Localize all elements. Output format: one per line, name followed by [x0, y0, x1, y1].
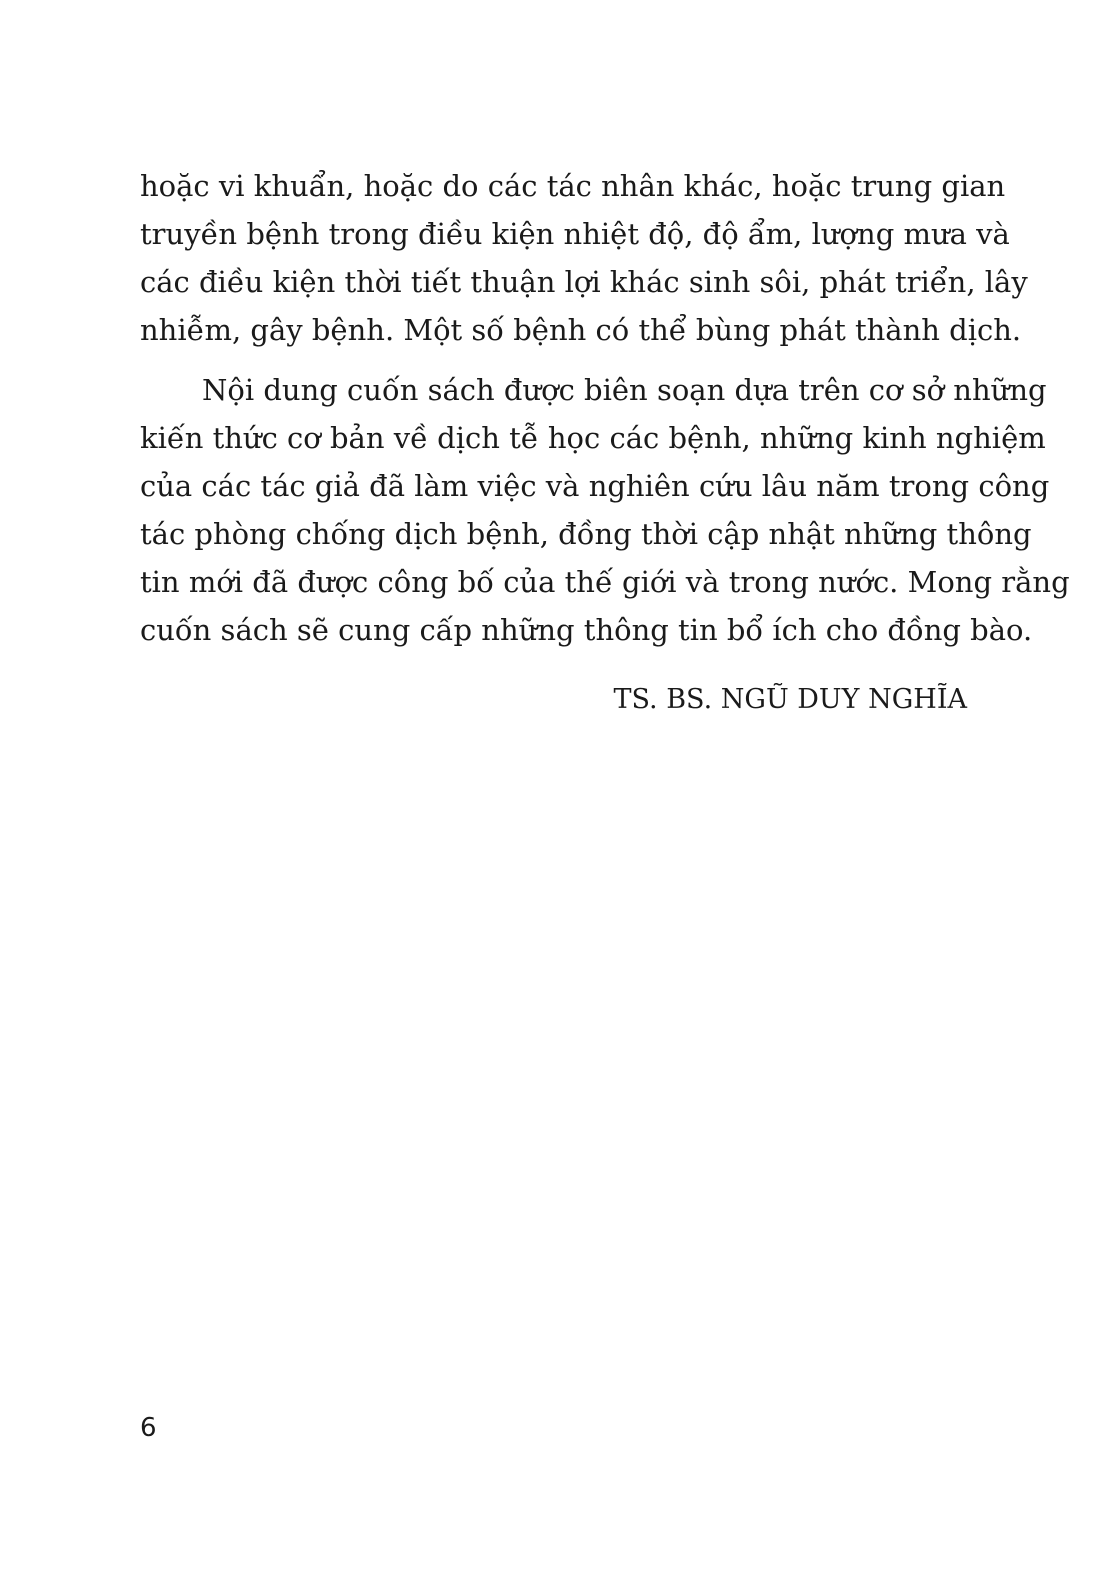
paragraph-line: truyền bệnh trong điều kiện nhiệt độ, độ ẩm, lượng mưa và: [140, 217, 1010, 251]
paragraph-1: [140, 162, 1028, 354]
author-signature: TS. BS. NGŨ DUY NGHĨA: [613, 684, 967, 715]
paragraph-line: các điều kiện thời tiết thuận lợi khác sinh sôi, phát triển, lây: [140, 265, 1028, 299]
paragraph-line: tác phòng chống dịch bệnh, đồng thời cập nhật những thông: [140, 517, 1032, 551]
paragraph-line: Nội dung cuốn sách được biên soạn dựa trên cơ sở những: [202, 373, 1047, 407]
page-number: 6: [140, 1413, 157, 1443]
paragraph-line: của các tác giả đã làm việc và nghiên cứu lâu năm trong công: [140, 469, 1050, 503]
paragraph-line: hoặc vi khuẩn, hoặc do các tác nhân khác, hoặc trung gian: [140, 169, 1006, 203]
body-text: [140, 162, 1070, 654]
paragraph-line: cuốn sách sẽ cung cấp những thông tin bổ ích cho đồng bào.: [140, 613, 1033, 647]
paragraph-line: nhiễm, gây bệnh. Một số bệnh có thể bùng phát thành dịch.: [140, 313, 1022, 347]
paragraph-2: [140, 366, 1070, 654]
paragraph-line: tin mới đã được công bố của thế giới và trong nước. Mong rằng: [140, 565, 1070, 599]
paragraph-line: kiến thức cơ bản về dịch tễ học các bệnh, những kinh nghiệm: [140, 421, 1046, 455]
paragraph-spacer: [140, 354, 968, 366]
